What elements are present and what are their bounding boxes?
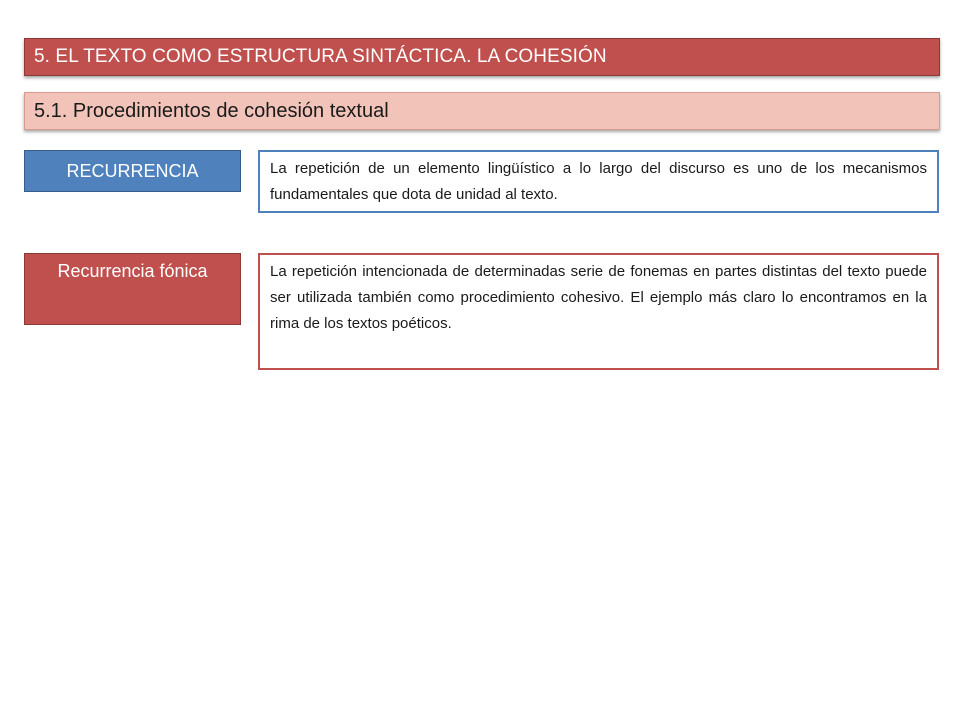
recurrencia-definition-box — [258, 150, 939, 213]
slide-subtitle-text: 5.1. Procedimientos de cohesión textual — [34, 99, 389, 122]
recurrencia-fonica-label-box — [24, 253, 241, 325]
recurrencia-fonica-label: Recurrencia fónica — [57, 261, 208, 281]
recurrencia-definition-text: La repetición de un elemento lingüístico a lo largo del discurso es uno de los mecanismos fundamentales que dota de unidad al texto. — [270, 160, 927, 203]
slide-title — [24, 38, 940, 76]
recurrencia-label: RECURRENCIA — [66, 160, 199, 181]
slide-subtitle — [24, 92, 940, 130]
recurrencia-fonica-definition-text: La repetición intencionada de determinadas serie de fonemas en partes distintas del texto puede ser utilizada también como procedimiento cohesivo. El ejemplo más claro lo encontramos en la rima de los textos poéticos. — [270, 263, 927, 332]
recurrencia-label-box — [24, 150, 241, 192]
slide-title-text: 5. EL TEXTO COMO ESTRUCTURA SINTÁCTICA. LA COHESIÓN — [34, 46, 607, 67]
recurrencia-fonica-definition-box — [258, 253, 939, 370]
